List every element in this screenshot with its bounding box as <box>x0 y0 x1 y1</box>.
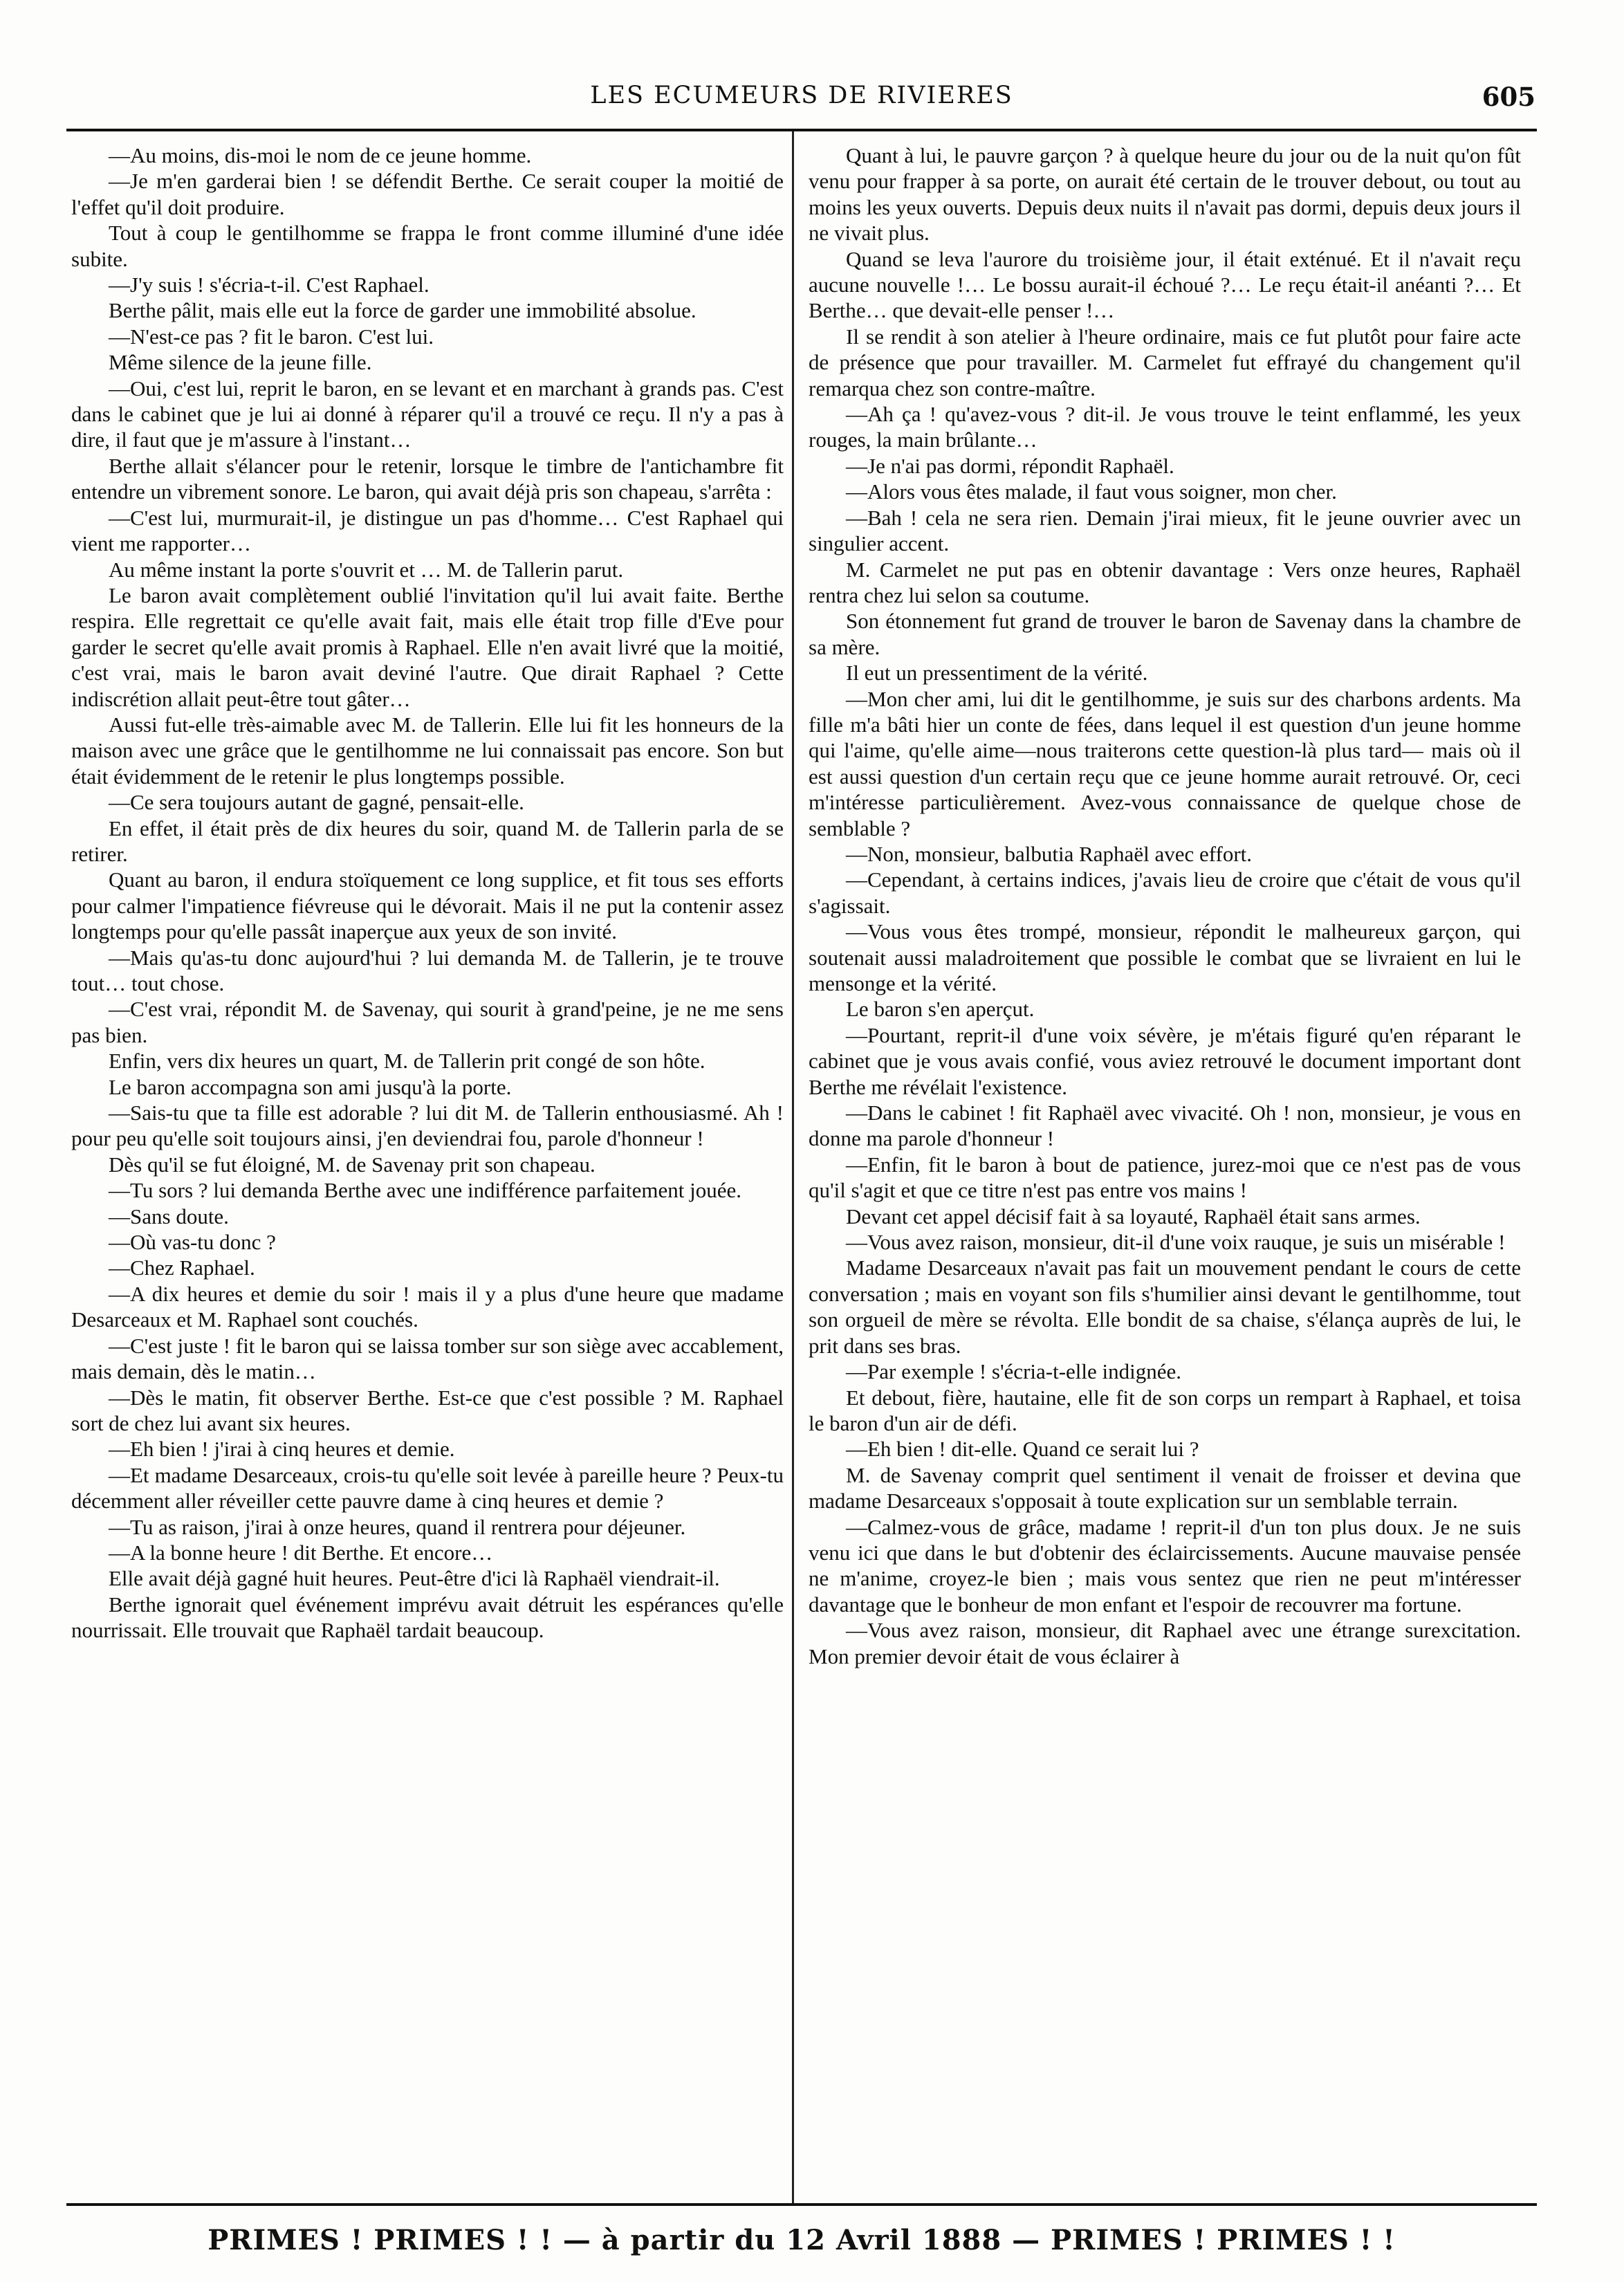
paragraph: —Vous vous êtes trompé, monsieur, répondit le malheureux garçon, qui soutenait aussi maladroitement que possible le combat que se livraient en lui le mensonge et la vérité. <box>809 919 1521 995</box>
paragraph: —Eh bien ! dit-elle. Quand ce serait lui ? <box>846 1437 1199 1462</box>
paragraph: Le baron s'en aperçut. <box>846 997 1035 1022</box>
paragraph: Il se rendit à son atelier à l'heure ordinaire, mais ce fut plutôt pour faire acte de présence que pour travailler. M. Carmelet fut effrayé du changement qu'il remarqua chez son contre-maître. <box>809 324 1521 401</box>
header-rule <box>66 129 1537 131</box>
paragraph: Le baron avait complètement oublié l'invitation qu'il lui avait faite. Berthe respira. Elle regrettait ce qu'elle avait fait, mais elle était trop fille d'Eve pour garder le secret qu'elle avait promis à Raphael. Elle n'en avait livré que la moitié, c'est vrai, mais le baron avait deviné l'autre. Que dirait Raphael ? Cette indiscrétion allait peut-être tout gâter… <box>71 582 784 711</box>
paragraph: Même silence de la jeune fille. <box>109 350 372 375</box>
paragraph: —J'y suis ! s'écria-t-il. C'est Raphael. <box>109 273 430 297</box>
paragraph: —Dès le matin, fit observer Berthe. Est-ce que c'est possible ? M. Raphael sort de chez lui avant six heures. <box>71 1385 784 1435</box>
paragraph: Et debout, fière, hautaine, elle fit de son corps un rempart à Raphael, et toisa le baron d'un air de défi. <box>809 1385 1521 1435</box>
paragraph: Madame Desarceaux n'avait pas fait un mouvement pendant le cours de cette conversation ; mais en voyant son fils s'humilier ainsi devant le gentilhomme, tout son orgueil de mère se révolta. Elle bondit de sa chaise, s'élança auprès de lui, le prit dans ses bras. <box>809 1255 1521 1358</box>
paragraph: Tout à coup le gentilhomme se frappa le front comme illuminé d'une idée subite. <box>71 221 784 271</box>
paragraph: —Au moins, dis-moi le nom de ce jeune homme. <box>109 143 532 167</box>
page-header <box>66 82 1537 130</box>
paragraph: Devant cet appel décisif fait à sa loyauté, Raphaël était sans armes. <box>846 1204 1421 1229</box>
paragraph: —Vous avez raison, monsieur, dit Raphael avec une étrange surexcitation. Mon premier devoir était de vous éclairer à <box>809 1618 1521 1668</box>
paragraph: —Où vas-tu donc ? <box>109 1230 276 1255</box>
paragraph: —Sans doute. <box>109 1204 229 1229</box>
paragraph: Quant au baron, il endura stoïquement ce long supplice, et fit tous ses efforts pour calmer l'impatience fiévreuse qui le dévorait. Mais il ne put la contenir assez longtemps pour qu'elle passât inaperçue aux yeux de son invité. <box>71 867 784 944</box>
page-number: 605 <box>1482 82 1535 112</box>
paragraph: —Ce sera toujours autant de gagné, pensait-elle. <box>109 790 524 815</box>
paragraph: —Cependant, à certains indices, j'avais lieu de croire que c'était de vous qu'il s'agissait. <box>809 867 1521 918</box>
paragraph: —Bah ! cela ne sera rien. Demain j'irai mieux, fit le jeune ouvrier avec un singulier accent. <box>809 505 1521 556</box>
paragraph: M. Carmelet ne put pas en obtenir davantage : Vers onze heures, Raphaël rentra chez lui selon sa coutume. <box>809 557 1521 607</box>
right-column <box>809 142 1521 1669</box>
paragraph: —A dix heures et demie du soir ! mais il y a plus d'une heure que madame Desarceaux et M. Raphael sont couchés. <box>71 1281 784 1332</box>
paragraph: —Alors vous êtes malade, il faut vous soigner, mon cher. <box>846 479 1337 504</box>
paragraph: —Chez Raphael. <box>109 1255 255 1280</box>
paragraph: —Je m'en garderai bien ! se défendit Berthe. Ce serait couper la moitié de l'effet qu'il doit produire. <box>71 169 784 219</box>
paragraph: Il eut un pressentiment de la vérité. <box>846 661 1148 685</box>
paragraph: —Dans le cabinet ! fit Raphaël avec vivacité. Oh ! non, monsieur, je vous en donne ma parole d'honneur ! <box>809 1101 1521 1151</box>
paragraph: —Non, monsieur, balbutia Raphaël avec effort. <box>846 841 1253 866</box>
left-column <box>71 142 784 1644</box>
paragraph: —Oui, c'est lui, reprit le baron, en se levant et en marchant à grands pas. C'est dans le cabinet que je lui ai donné à réparer qu'il a trouvé ce reçu. Il n'y a pas à dire, il faut que je m'assure à l'instant… <box>71 376 784 452</box>
paragraph: —C'est juste ! fit le baron qui se laissa tomber sur son siège avec accablement, mais demain, dès le matin… <box>71 1333 784 1384</box>
paragraph: Enfin, vers dix heures un quart, M. de Tallerin prit congé de son hôte. <box>109 1049 705 1074</box>
paragraph: Le baron accompagna son ami jusqu'à la porte. <box>109 1074 512 1099</box>
paragraph: Quand se leva l'aurore du troisième jour, il était exténué. Et il n'avait reçu aucune nouvelle !… Le bossu aurait-il échoué ?… Le reçu était-il anéanti ?… Et Berthe… que devait-elle penser !… <box>809 246 1521 323</box>
paragraph: Berthe ignorait quel événement imprévu avait détruit les espérances qu'elle nourrissait. Elle trouvait que Raphaël tardait beaucoup. <box>71 1592 784 1643</box>
paragraph: —N'est-ce pas ? fit le baron. C'est lui. <box>109 324 434 349</box>
paragraph: Berthe pâlit, mais elle eut la force de garder une immobilité absolue. <box>109 298 696 323</box>
paragraph: Quant à lui, le pauvre garçon ? à quelque heure du jour ou de la nuit qu'on fût venu pour frapper à sa porte, on aurait été certain de le trouver debout, ou tout au moins les yeux ouverts. Depuis deux nuits il n'avait pas dormi, depuis deux jours il ne vivait plus. <box>809 143 1521 246</box>
paragraph: —Calmez-vous de grâce, madame ! reprit-il d'un ton plus doux. Je ne suis venu ici que dans le but d'obtenir des éclaircissements. Aucune mauvaise pensée ne m'anime, croyez-le bien ; mais vous sentez que rien ne peut m'intéresser davantage que le bonheur de mon enfant et l'espoir de recouvrer ma fortune. <box>809 1514 1521 1617</box>
paragraph: Aussi fut-elle très-aimable avec M. de Tallerin. Elle lui fit les honneurs de la maison avec une grâce que le gentilhomme ne lui connaissait pas encore. Son but était évidemment de le retenir le plus longtemps possible. <box>71 712 784 789</box>
paragraph: Au même instant la porte s'ouvrit et … M. de Tallerin parut. <box>109 557 624 582</box>
paragraph: —Eh bien ! j'irai à cinq heures et demie. <box>109 1437 455 1462</box>
paragraph: —Vous avez raison, monsieur, dit-il d'une voix rauque, je suis un misérable ! <box>846 1230 1506 1255</box>
paragraph: En effet, il était près de dix heures du soir, quand M. de Tallerin parla de se retirer. <box>71 816 784 866</box>
paragraph: —Enfin, fit le baron à bout de patience, jurez-moi que ce n'est pas de vous qu'il s'agit et que ce titre n'est pas entre vos mains ! <box>809 1152 1521 1203</box>
paragraph: —C'est lui, murmurait-il, je distingue un pas d'homme… C'est Raphael qui vient me rapporter… <box>71 505 784 556</box>
column-separator <box>792 131 794 2203</box>
footer-rule <box>66 2203 1537 2206</box>
paragraph: —C'est vrai, répondit M. de Savenay, qui sourit à grand'peine, je ne me sens pas bien. <box>71 997 784 1047</box>
paragraph: —Et madame Desarceaux, crois-tu qu'elle soit levée à pareille heure ? Peux-tu décemment aller réveiller cette pauvre dame à cinq heures et demie ? <box>71 1462 784 1513</box>
paragraph: —Mon cher ami, lui dit le gentilhomme, je suis sur des charbons ardents. Ma fille m'a bâti hier un conte de fées, dans lequel il est question d'un jeune homme qui l'aime, qu'elle aime—nous traiterons cette question-là plus tard— mais où il est aussi question d'un certain reçu que ce jeune homme aurait retrouvé. Or, ceci m'intéresse particulièrement. Avez-vous connaissance de quelque chose de semblable ? <box>809 686 1521 840</box>
paragraph: —Je n'ai pas dormi, répondit Raphaël. <box>846 453 1174 478</box>
paragraph: Berthe allait s'élancer pour le retenir, lorsque le timbre de l'antichambre fit entendre un vibrement sonore. Le baron, qui avait déjà pris son chapeau, s'arrêta : <box>71 453 784 504</box>
paragraph: —Ah ça ! qu'avez-vous ? dit-il. Je vous trouve le teint enflammé, les yeux rouges, la main brûlante… <box>809 402 1521 452</box>
paragraph: Elle avait déjà gagné huit heures. Peut-être d'ici là Raphaël viendrait-il. <box>109 1566 720 1591</box>
paragraph: —A la bonne heure ! dit Berthe. Et encore… <box>109 1540 493 1565</box>
paragraph: —Sais-tu que ta fille est adorable ? lui dit M. de Tallerin enthousiasmé. Ah ! pour peu qu'elle soit toujours ainsi, j'en deviendrai fou, parole d'honneur ! <box>71 1101 784 1151</box>
paragraph: —Par exemple ! s'écria-t-elle indignée. <box>846 1359 1182 1384</box>
paragraph: —Tu sors ? lui demanda Berthe avec une indifférence parfaitement jouée. <box>109 1178 742 1203</box>
running-title: LES ECUMEURS DE RIVIERES <box>590 82 1013 109</box>
paragraph: M. de Savenay comprit quel sentiment il venait de froisser et devina que madame Desarceaux s'opposait à toute explication sur un semblable terrain. <box>809 1462 1521 1513</box>
paragraph: —Pourtant, reprit-il d'une voix sévère, je m'étais figuré qu'en réparant le cabinet que je vous avais confié, vous aviez retrouvé le document important dont Berthe me révélait l'existence. <box>809 1022 1521 1099</box>
primes-banner: PRIMES ! PRIMES ! ! — à partir du 12 Avril 1888 — PRIMES ! PRIMES ! ! <box>207 2224 1396 2256</box>
paragraph: —Tu as raison, j'irai à onze heures, quand il rentrera pour déjeuner. <box>109 1514 686 1539</box>
paragraph: Son étonnement fut grand de trouver le baron de Savenay dans la chambre de sa mère. <box>809 609 1521 659</box>
paragraph: —Mais qu'as-tu donc aujourd'hui ? lui demanda M. de Tallerin, je te trouve tout… tout chose. <box>71 945 784 995</box>
paragraph: Dès qu'il se fut éloigné, M. de Savenay prit son chapeau. <box>109 1152 596 1177</box>
